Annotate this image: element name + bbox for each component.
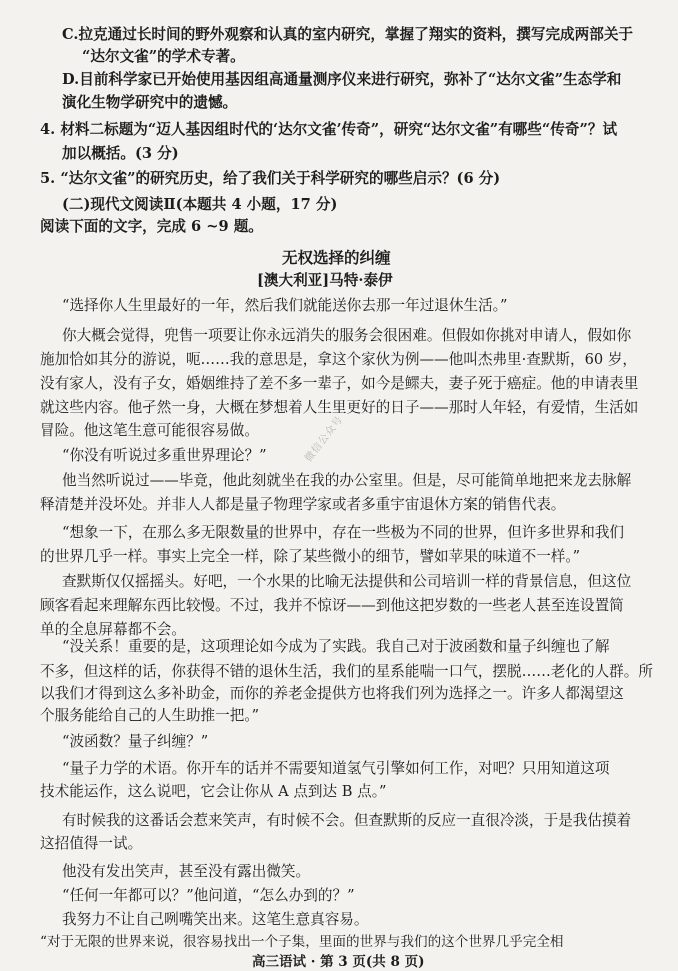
question-5: 5. “达尔文雀”的研究历史，给了我们关于科学研究的哪些启示？(6 分) xyxy=(40,170,501,187)
story-line: 施加恰如其分的游说，呃……我的意思是，拿这个家伙为例——他叫杰弗里·查默斯，60 岁， xyxy=(40,351,638,368)
story-line: “任何一年都可以？”他问道，“怎么办到的？” xyxy=(62,887,355,904)
story-line: 查默斯仅仅摇摇头。好吧，一个水果的比喻无法提供和公司培训一样的背景信息，但这位 xyxy=(62,573,632,590)
story-line: 没有家人，没有子女，婚姻维持了差不多一辈子，如今是鳏夫，妻子死于癌症。他的申请表里 xyxy=(40,375,639,392)
story-line: 有时候我的这番话会惹来笑声，有时候不会。但查默斯的反应一直很冷淡，于是我估摸着 xyxy=(62,812,632,829)
story-line: 他没有发出笑声，甚至没有露出微笑。 xyxy=(62,863,311,880)
story-line: 个服务能给自己的人生助推一把。” xyxy=(40,707,260,724)
story-line: 技术能运作，这么说吧，它会让你从 A 点到达 B 点。” xyxy=(40,783,387,800)
story-line: “对于无限的世界来说，很容易找出一个子集，里面的世界与我们的这个世界几乎完全相 xyxy=(40,934,564,950)
story-line: 不多，但这样的话，你获得不错的退休生活，我们的星系能喘一口气，摆脱……老化的人群。所 xyxy=(40,663,653,680)
question-4-line2: 加以概括。(3 分) xyxy=(62,145,179,162)
story-line: “想象一下，在那么多无限数量的世界中，存在一些极为不同的世界，但许多世界和我们 xyxy=(62,524,625,541)
story-line: 我努力不让自己咧嘴笑出来。这笔生意真容易。 xyxy=(62,911,369,928)
story-line: 的世界几乎一样。事实上完全一样，除了某些微小的细节，譬如苹果的味道不一样。” xyxy=(40,548,581,565)
story-line: “波函数？量子纠缠？” xyxy=(62,733,209,750)
story-line: 就这些内容。他孑然一身，大概在梦想着人生里更好的日子——那时人年轻，有爱情，生活如 xyxy=(40,399,639,416)
story-line: “你没有听说过多重世界理论？” xyxy=(62,447,267,464)
story-line: 顾客看起来理解东西比较慢。不过，我并不惊讶——到他这把岁数的一些老人甚至连设置简 xyxy=(40,597,624,614)
story-line: 他当然听说过——毕竟，他此刻就坐在我的办公室里。但是，尽可能简单地把来龙去脉解 xyxy=(62,472,632,489)
reading-instruction: 阅读下面的文字，完成 6 ~9 题。 xyxy=(40,218,263,235)
question-4-line1: 4. 材料二标题为“迈人基因组时代的‘达尔文雀’传奇”，研究“达尔文雀”有哪些“传奇”？试 xyxy=(40,121,618,138)
story-line: 以我们才得到这么多补助金，而你的养老金提供方也将我们列为选择之一。许多人都渴望这 xyxy=(40,685,624,702)
option-d-line2: 演化生物学研究中的遗憾。 xyxy=(62,94,238,111)
story-line: 你大概会觉得，兜售一项要让你永远消失的服务会很困难。但假如你挑对申请人，假如你 xyxy=(62,327,632,344)
story-line: “选择你人生里最好的一年，然后我们就能送你去那一年过退休生活。” xyxy=(62,297,508,314)
story-line: 释清楚并没坏处。并非人人都是量子物理学家或者多重宇宙退休方案的销售代表。 xyxy=(40,496,566,513)
story-line: 这招值得一试。 xyxy=(40,835,143,852)
story-line: “量子力学的术语。你开车的话并不需要知道氢气引擎如何工作，对吧？只用知道这项 xyxy=(62,760,610,777)
story-line: “没关系！重要的是，这项理论如今成为了实践。我自己对于波函数和量子纠缠也了解 xyxy=(62,638,610,655)
page-footer: 高三语试 · 第 3 页(共 8 页) xyxy=(252,954,425,970)
section-heading: (二)现代文阅读Ⅱ(本题共 4 小题，17 分) xyxy=(62,196,338,213)
story-line: 单的全息屏幕都不会。 xyxy=(40,621,186,638)
story-line: 冒险。他这笔生意可能很容易做。 xyxy=(40,422,259,439)
story-author: [澳大利亚]马特·泰伊 xyxy=(257,272,393,289)
story-title: 无权选择的纠缠 xyxy=(282,248,391,267)
option-d-line1: D.目前科学家已开始使用基因组高通量测序仪来进行研究，弥补了“达尔文雀”生态学和 xyxy=(62,71,622,88)
option-c-line1: C.拉克通过长时间的野外观察和认真的室内研究，掌握了翔实的资料，撰写完成两部关于 xyxy=(62,26,634,43)
option-c-line2: “达尔文雀”的学术专著。 xyxy=(82,48,245,65)
watermark-text: 微信公众号 xyxy=(303,414,346,465)
